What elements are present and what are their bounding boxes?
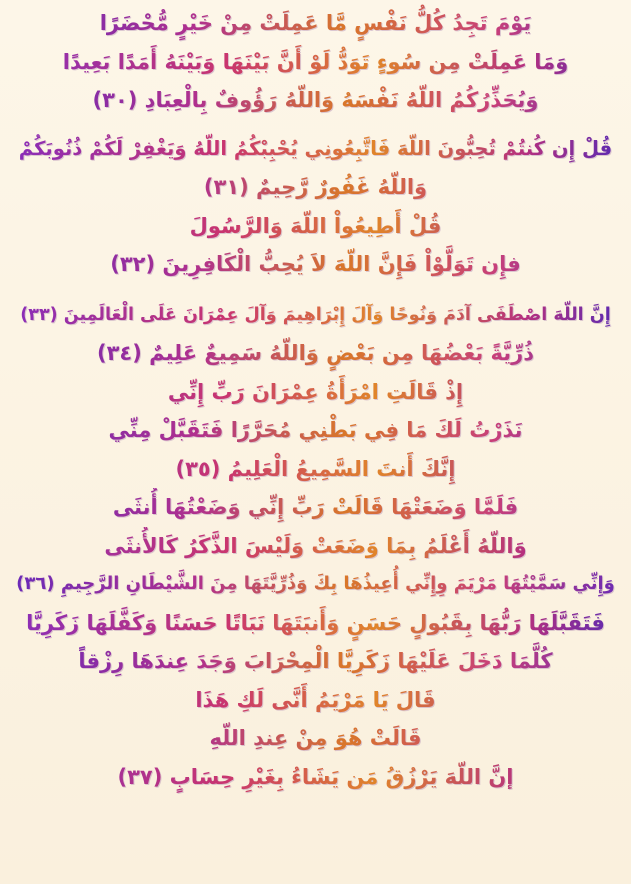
verse-line: قَالَتْ هُوَ مِنْ عِندِ اللّهِ xyxy=(16,719,615,758)
verse-block-2 xyxy=(16,130,615,284)
verse-line: يَوْمَ تَجِدُ كُلُّ نَفْسٍ مَّا عَمِلَتْ مِنْ خَيْرٍ مُّحْضَرًا xyxy=(16,4,615,43)
verse-line: وَاللّهُ غَفُورٌ رَّحِيمٌ (٣١) xyxy=(16,168,615,207)
block-spacer xyxy=(16,284,615,296)
verse-line: قَالَ يَا مَرْيَمُ أَنَّى لَكِ هَذَا xyxy=(16,681,615,720)
verse-line: إِنَّكَ أَنتَ السَّمِيعُ الْعَلِيمُ (٣٥) xyxy=(16,450,615,489)
verse-line: فَلَمَّا وَضَعَتْهَا قَالَتْ رَبِّ إِنِّي وَضَعْتُهَا أُنثَى xyxy=(16,488,615,527)
verse-block-1 xyxy=(16,4,615,120)
verse-line: فإِن تَوَلَّوْاْ فَإِنَّ اللّهَ لاَ يُحِبُّ الْكَافِرِينَ (٣٢) xyxy=(16,245,615,284)
verse-line: إنَّ اللّهَ يَرْزُقُ مَن يَشَاءُ بِغَيْرِ حِسَابٍ (٣٧) xyxy=(16,758,615,797)
verse-line: وَإِنِّي سَمَّيْتُهَا مَرْيَمَ وِإِنِّي أُعِيذُهَا بِكَ وَذُرِّيَّتَهَا مِنَ الشَّيْطَانِ الرَّجِيمِ (٣٦) xyxy=(16,565,615,604)
verse-line: وَاللّهُ أَعْلَمُ بِمَا وَضَعَتْ وَلَيْسَ الذَّكَرُ كَالأُنثَى xyxy=(16,527,615,566)
verse-line: وَيُحَذِّرُكُمُ اللّهُ نَفْسَهُ وَاللّهُ رَؤُوفٌ بِالْعِبَادِ (٣٠) xyxy=(16,81,615,120)
verse-line: كُلَّمَا دَخَلَ عَلَيْهَا زَكَرِيَّا الْمِحْرَابَ وَجَدَ عِندَهَا رِزْقاً xyxy=(16,642,615,681)
verse-line: إِذْ قَالَتِ امْرَأَةُ عِمْرَانَ رَبِّ إِنِّي xyxy=(16,373,615,412)
verse-line: نَذَرْتُ لَكَ مَا فِي بَطْنِي مُحَرَّرًا فَتَقَبَّلْ مِنِّي xyxy=(16,411,615,450)
verse-line: قُلْ أَطِيعُواْ اللّهَ وَالرَّسُولَ xyxy=(16,207,615,246)
verse-line: فَتَقَبَّلَهَا رَبُّهَا بِقَبُولٍ حَسَنٍ وَأَنبَتَهَا نَبَاتًا حَسَنًا وَكَفَّلَهَا زَكَرِيَّا xyxy=(16,604,615,643)
verse-line: إِنَّ اللّهَ اصْطَفَى آدَمَ وَنُوحًا وَآلَ إِبْرَاهِيمَ وَآلَ عِمْرَانَ عَلَى الْعَالَمِينَ (٣٣) xyxy=(16,296,615,335)
verse-line: قُلْ إِن كُنتُمْ تُحِبُّونَ اللّهَ فَاتَّبِعُونِي يُحْبِبْكُمُ اللّهُ وَيَغْفِرْ لَكُمْ ذُنُوبَكُمْ xyxy=(16,130,615,169)
block-spacer xyxy=(16,120,615,130)
verse-line: ذُرِّيَّةً بَعْضُهَا مِن بَعْضٍ وَاللّهُ سَمِيعٌ عَلِيمٌ (٣٤) xyxy=(16,334,615,373)
verse-block-3 xyxy=(16,296,615,797)
verse-line: وَمَا عَمِلَتْ مِن سُوءٍ تَوَدُّ لَوْ أَنَّ بَيْنَهَا وَبَيْنَهُ أَمَدًا بَعِيدًا xyxy=(16,43,615,82)
